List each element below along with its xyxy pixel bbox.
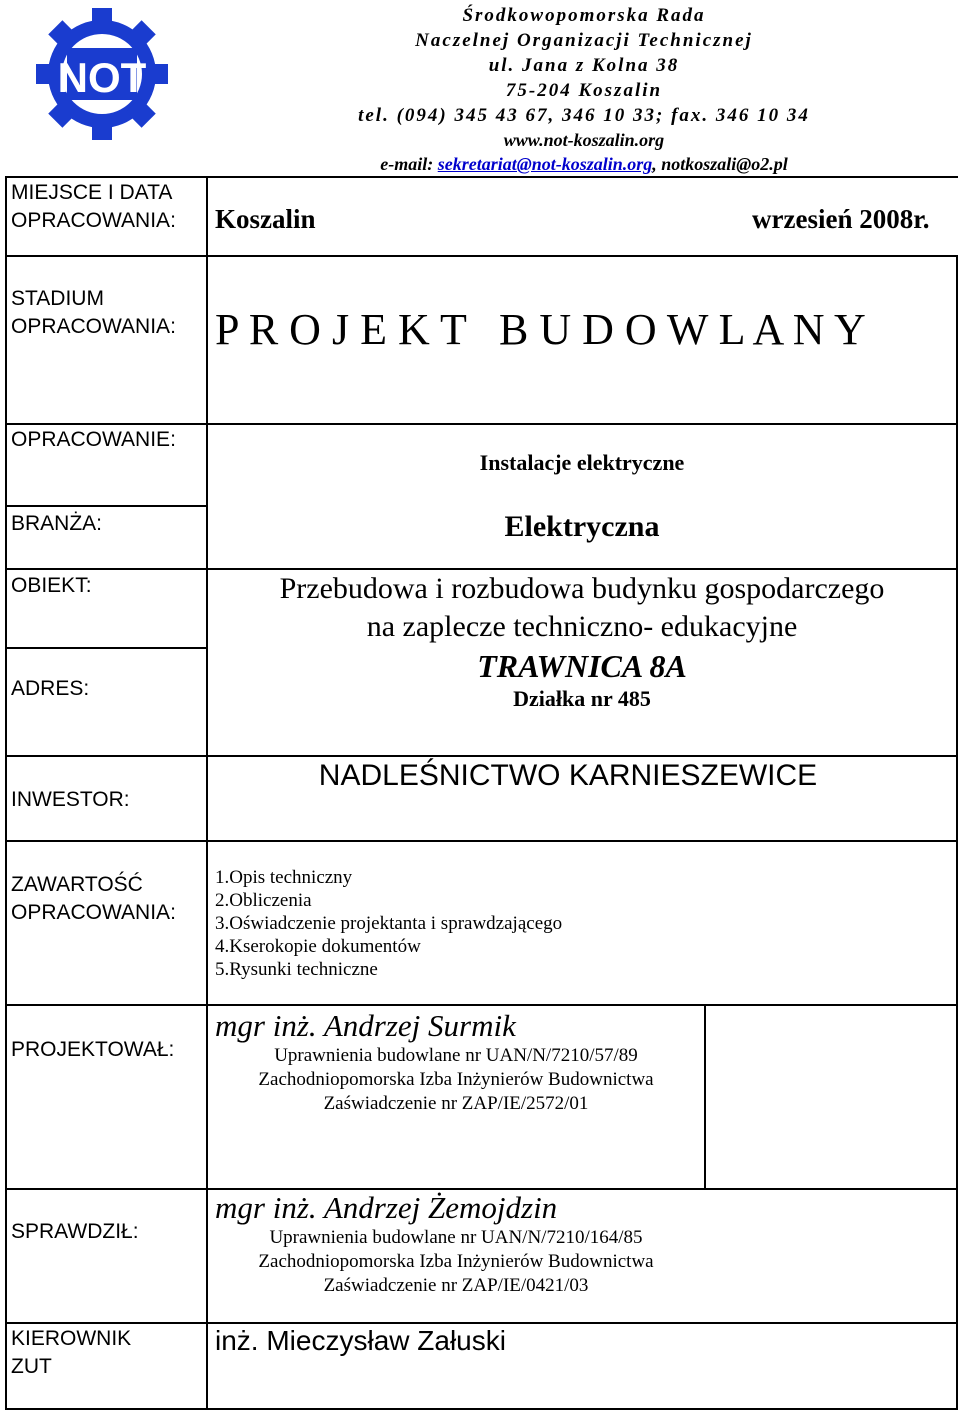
designer-certificate: Zaświadczenie nr ZAP/IE/2572/01	[323, 1093, 589, 1114]
logo-text: NOT	[57, 54, 147, 101]
obiekt-line1: Przebudowa i rozbudowa budynku gospodarczego	[279, 572, 885, 605]
designer-name: mgr inż. Andrzej Surmik	[215, 1008, 516, 1043]
org-website: www.not-koszalin.org	[503, 130, 665, 150]
org-phone: tel. (094) 345 43 67, 346 10 33; fax. 346 10 34	[358, 105, 810, 126]
adres-label: ADRES:	[11, 677, 90, 700]
org-name-line1: Środkowopomorska Rada	[462, 5, 706, 26]
contents-list	[215, 866, 562, 981]
checker-name: mgr inż. Andrzej Żemojdzin	[215, 1190, 558, 1225]
designer-chamber: Zachodniopomorska Izba Inżynierów Budownictwa	[258, 1069, 654, 1090]
investor-value: NADLEŚNICTWO KARNIESZEWICE	[318, 759, 818, 792]
email-prefix: e-mail:	[380, 154, 438, 174]
manager-label-line1: KIEROWNIK	[11, 1327, 132, 1350]
branza-label: BRANŻA:	[11, 512, 103, 535]
investor-label: INWESTOR:	[11, 788, 130, 811]
email-link-secretariat[interactable]: sekretariat@not-koszalin.org	[437, 154, 653, 174]
checker-certificate: Zaświadczenie nr ZAP/IE/0421/03	[323, 1275, 589, 1296]
opracowanie-value: Instalacje elektryczne	[479, 450, 685, 475]
obiekt-label: OBIEKT:	[11, 574, 92, 597]
org-address: ul. Jana z Kolna 38	[488, 55, 680, 76]
opracowanie-label: OPRACOWANIE:	[11, 428, 176, 451]
checker-license: Uprawnienia budowlane nr UAN/N/7210/164/85	[269, 1227, 643, 1248]
date-value: wrzesień 2008r.	[752, 204, 930, 234]
manager-label	[11, 1325, 131, 1381]
stage-value: P R O J E K T B U D O W L A N Y	[215, 305, 866, 354]
designer-label: PROJEKTOWAŁ:	[11, 1038, 175, 1061]
checker-label: SPRAWDZIŁ:	[11, 1220, 139, 1243]
org-name-line2: Naczelnej Organizacji Technicznej	[415, 30, 753, 51]
org-postal: 75-204 Koszalin	[505, 80, 663, 101]
place-value: Koszalin	[215, 204, 316, 234]
email-separator: ,	[652, 154, 662, 174]
obiekt-line2: na zaplecze techniczno- edukacyjne	[366, 610, 798, 643]
manager-label-line2: ZUT	[11, 1355, 52, 1378]
contents-item: 2.Obliczenia	[215, 890, 312, 911]
not-gear-logo	[34, 6, 170, 142]
dzialka-value: Działka nr 485	[513, 686, 651, 711]
email-secondary: notkoszali@o2.pl	[661, 154, 788, 174]
stage-label: STADIUM OPRACOWANIA:	[11, 287, 176, 338]
contents-item: 1.Opis techniczny	[215, 867, 353, 888]
checker-credentials	[208, 1226, 704, 1298]
contents-label: ZAWARTOŚĆ OPRACOWANIA:	[11, 873, 176, 924]
obiekt-value	[208, 570, 956, 646]
manager-name: inż. Mieczysław Załuski	[215, 1325, 506, 1356]
designer-credentials	[208, 1044, 704, 1116]
contents-item: 5.Rysunki techniczne	[215, 959, 378, 980]
branza-value: Elektryczna	[504, 510, 660, 543]
org-email	[210, 152, 958, 176]
place-date-label: MIEJSCE I DATA OPRACOWANIA:	[11, 181, 176, 232]
designer-license: Uprawnienia budowlane nr UAN/N/7210/57/89	[274, 1045, 638, 1066]
org-header	[210, 3, 958, 176]
contents-item: 4.Kserokopie dokumentów	[215, 936, 421, 957]
checker-chamber: Zachodniopomorska Izba Inżynierów Budownictwa	[258, 1251, 654, 1272]
contents-item: 3.Oświadczenie projektanta i sprawdzającego	[215, 913, 563, 934]
adres-value: TRAWNICA 8A	[477, 648, 687, 684]
